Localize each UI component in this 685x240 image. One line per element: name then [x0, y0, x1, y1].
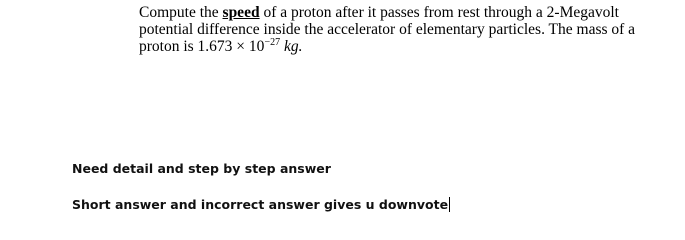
problem-text: of a proton after it passes from rest through a 2-Megavolt [259, 4, 619, 21]
detail-request-note: Need detail and step by step answer [72, 161, 331, 176]
problem-text: Compute the [139, 4, 223, 21]
proton-mass-exponent: −27 [264, 37, 281, 48]
mass-unit: kg. [283, 38, 303, 55]
downvote-warning-note [72, 197, 450, 212]
problem-line-1 [139, 4, 684, 21]
problem-line-3 [139, 38, 684, 55]
proton-mass-mantissa: proton is 1.673 × 10 [139, 38, 265, 55]
downvote-warning-text: Short answer and incorrect answer gives u downvote [72, 197, 449, 212]
problem-statement [139, 4, 684, 55]
text-cursor [449, 197, 450, 212]
problem-line-2: potential difference inside the accelerator of elementary particles. The mass of a [139, 21, 636, 38]
speed-emphasis: speed [222, 4, 260, 21]
